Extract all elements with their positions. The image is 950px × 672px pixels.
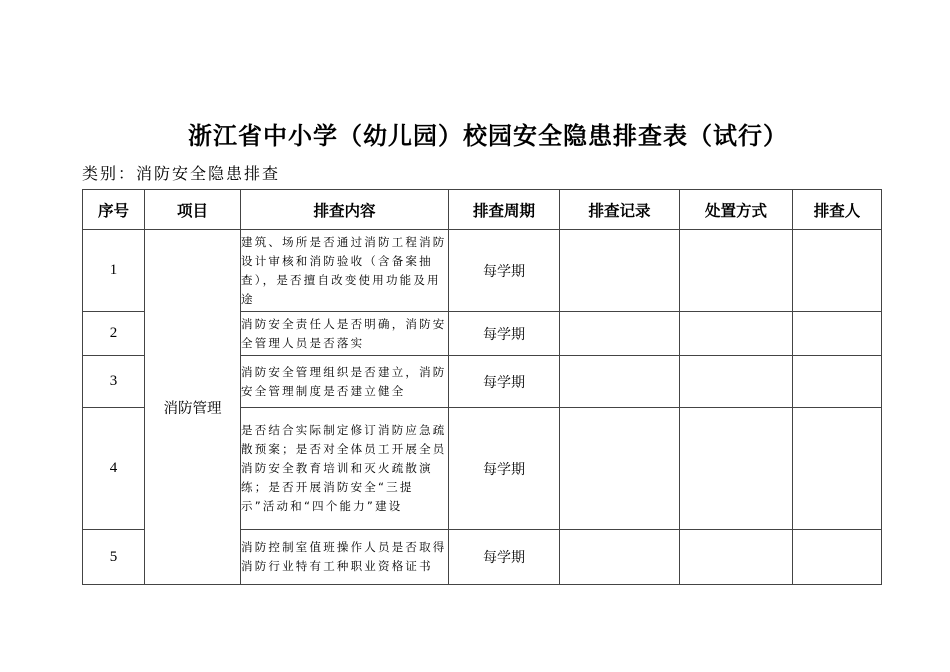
row-number: 2 [83,312,145,356]
inspector-cell[interactable] [793,356,882,408]
inspector-cell[interactable] [793,230,882,312]
check-content: 是否结合实际制定修订消防应急疏散预案；是否对全体员工开展全员消防安全教育培训和灭火疏散演练；是否开展消防安全“三提示”活动和“四个能力”建设 [241,408,449,530]
record-cell[interactable] [560,356,680,408]
header-disposal: 处置方式 [680,190,793,230]
row-number: 5 [83,530,145,585]
check-content: 消防安全管理组织是否建立，消防安全管理制度是否建立健全 [241,356,449,408]
check-cycle: 每学期 [449,530,560,585]
table-row [83,230,882,312]
check-cycle: 每学期 [449,356,560,408]
check-cycle: 每学期 [449,230,560,312]
check-cycle: 每学期 [449,408,560,530]
header-inspector: 排查人 [793,190,882,230]
disposal-cell[interactable] [680,408,793,530]
page-title: 浙江省中小学（幼儿园）校园安全隐患排查表（试行） [188,121,788,150]
row-number: 3 [83,356,145,408]
inspector-cell[interactable] [793,312,882,356]
check-content: 建筑、场所是否通过消防工程消防设计审核和消防验收（含备案抽查），是否擅自改变使用功能及用途 [241,230,449,312]
header-row [83,190,882,230]
record-cell[interactable] [560,408,680,530]
disposal-cell[interactable] [680,230,793,312]
check-content: 消防安全责任人是否明确，消防安全管理人员是否落实 [241,312,449,356]
category-label: 类别：消防安全隐患排查 [82,164,281,183]
disposal-cell[interactable] [680,312,793,356]
item-name: 消防管理 [145,230,241,585]
check-content: 消防控制室值班操作人员是否取得消防行业特有工种职业资格证书 [241,530,449,585]
inspector-cell[interactable] [793,530,882,585]
record-cell[interactable] [560,230,680,312]
row-number: 4 [83,408,145,530]
record-cell[interactable] [560,530,680,585]
header-cycle: 排查周期 [449,190,560,230]
header-record: 排查记录 [560,190,680,230]
row-number: 1 [83,230,145,312]
inspection-table [82,189,882,585]
header-content: 排查内容 [241,190,449,230]
inspector-cell[interactable] [793,408,882,530]
header-serial: 序号 [83,190,145,230]
disposal-cell[interactable] [680,530,793,585]
disposal-cell[interactable] [680,356,793,408]
record-cell[interactable] [560,312,680,356]
check-cycle: 每学期 [449,312,560,356]
header-item: 项目 [145,190,241,230]
